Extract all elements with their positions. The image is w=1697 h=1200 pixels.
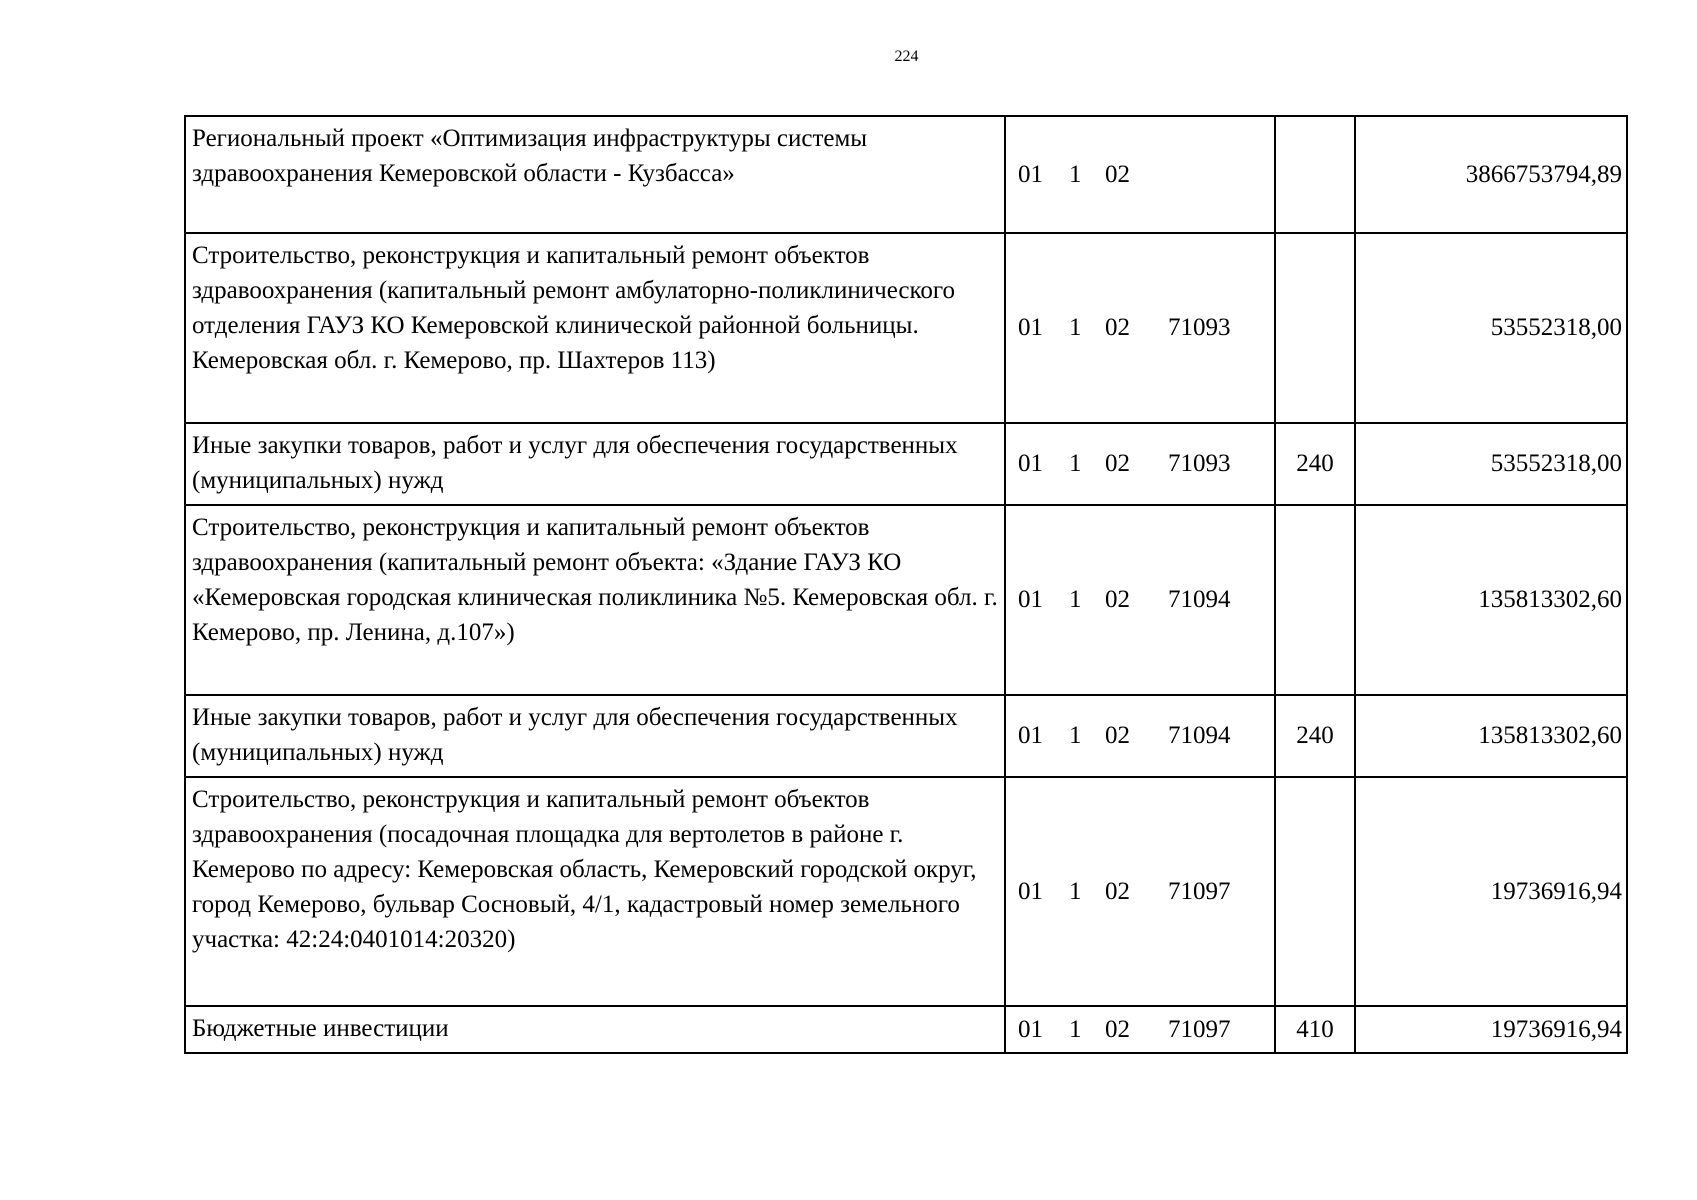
event-code: 02 bbox=[1105, 877, 1130, 905]
table-row bbox=[185, 777, 1627, 1006]
row-name: Бюджетные инвестиции bbox=[185, 1006, 1005, 1053]
subprogram-code: 1 bbox=[1069, 1015, 1082, 1043]
direction-code: 71097 bbox=[1168, 877, 1231, 905]
event-code: 02 bbox=[1105, 450, 1130, 477]
page-number: 224 bbox=[894, 48, 919, 65]
table-body bbox=[185, 116, 1627, 1053]
expense-type-code bbox=[1275, 233, 1355, 423]
row-name: Иные закупки товаров, работ и услуг для обеспечения государственных (муниципальных) нужд bbox=[185, 423, 1005, 505]
expense-type-code bbox=[1275, 505, 1355, 695]
expense-type-code: 240 bbox=[1275, 695, 1355, 777]
budget-table bbox=[184, 115, 1628, 1054]
expense-type-code: 240 bbox=[1275, 423, 1355, 505]
direction-code: 71093 bbox=[1168, 450, 1231, 477]
row-codes bbox=[1005, 505, 1275, 695]
row-amount: 19736916,94 bbox=[1355, 777, 1627, 1006]
expense-type-code bbox=[1275, 777, 1355, 1006]
row-codes bbox=[1005, 777, 1275, 1006]
row-name: Региональный проект «Оптимизация инфраструктуры системы здравоохранения Кемеровской области - Кузбасса» bbox=[185, 116, 1005, 233]
program-code: 01 bbox=[1018, 314, 1043, 341]
table-row bbox=[185, 423, 1627, 505]
table-row bbox=[185, 116, 1627, 233]
subprogram-code: 1 bbox=[1069, 314, 1082, 341]
table-row bbox=[185, 505, 1627, 695]
row-amount: 135813302,60 bbox=[1355, 695, 1627, 777]
direction-code: 71097 bbox=[1168, 1015, 1231, 1043]
program-code: 01 bbox=[1018, 1015, 1043, 1043]
row-name: Иные закупки товаров, работ и услуг для обеспечения государственных (муниципальных) нужд bbox=[185, 695, 1005, 777]
event-code: 02 bbox=[1105, 1015, 1130, 1043]
row-codes bbox=[1005, 423, 1275, 505]
program-code: 01 bbox=[1018, 450, 1043, 477]
program-code: 01 bbox=[1018, 160, 1043, 188]
row-amount: 135813302,60 bbox=[1355, 505, 1627, 695]
row-codes bbox=[1005, 1006, 1275, 1053]
row-name: Строительство, реконструкция и капитальный ремонт объектов здравоохранения (капитальный ремонт амбулаторно-поликлинического отделения ГАУЗ КО Кемеровской клинической районной больницы. Кемеровская обл. г. Кемерово, пр. Шахтеров 113) bbox=[185, 233, 1005, 423]
expense-type-code: 410 bbox=[1275, 1006, 1355, 1053]
subprogram-code: 1 bbox=[1069, 586, 1082, 613]
row-amount: 53552318,00 bbox=[1355, 233, 1627, 423]
row-amount: 3866753794,89 bbox=[1355, 116, 1627, 233]
row-amount: 53552318,00 bbox=[1355, 423, 1627, 505]
table-row bbox=[185, 695, 1627, 777]
expense-type-code bbox=[1275, 116, 1355, 233]
program-code: 01 bbox=[1018, 722, 1043, 749]
event-code: 02 bbox=[1105, 586, 1130, 613]
program-code: 01 bbox=[1018, 877, 1043, 905]
row-amount: 19736916,94 bbox=[1355, 1006, 1627, 1053]
table-row bbox=[185, 1006, 1627, 1053]
direction-code: 71094 bbox=[1168, 586, 1231, 613]
direction-code: 71093 bbox=[1168, 314, 1231, 341]
event-code: 02 bbox=[1105, 722, 1130, 749]
event-code: 02 bbox=[1105, 314, 1130, 341]
subprogram-code: 1 bbox=[1069, 450, 1082, 477]
subprogram-code: 1 bbox=[1069, 722, 1082, 749]
row-codes bbox=[1005, 695, 1275, 777]
program-code: 01 bbox=[1018, 586, 1043, 613]
row-codes bbox=[1005, 116, 1275, 233]
row-name: Строительство, реконструкция и капитальный ремонт объектов здравоохранения (посадочная площадка для вертолетов в районе г. Кемерово по адресу: Кемеровская область, Кемеровский городской округ, город Кемерово, бульвар Сосновый, 4/1, кадастровый номер земельного участка: 42:24:0401014:20320) bbox=[185, 777, 1005, 1006]
direction-code: 71094 bbox=[1168, 722, 1231, 749]
row-codes bbox=[1005, 233, 1275, 423]
row-name: Строительство, реконструкция и капитальный ремонт объектов здравоохранения (капитальный ремонт объекта: «Здание ГАУЗ КО «Кемеровская городская клиническая поликлиника №5. Кемеровская обл. г. Кемерово, пр. Ленина, д.107») bbox=[185, 505, 1005, 695]
subprogram-code: 1 bbox=[1069, 160, 1082, 188]
subprogram-code: 1 bbox=[1069, 877, 1082, 905]
table-row bbox=[185, 233, 1627, 423]
event-code: 02 bbox=[1105, 160, 1130, 188]
